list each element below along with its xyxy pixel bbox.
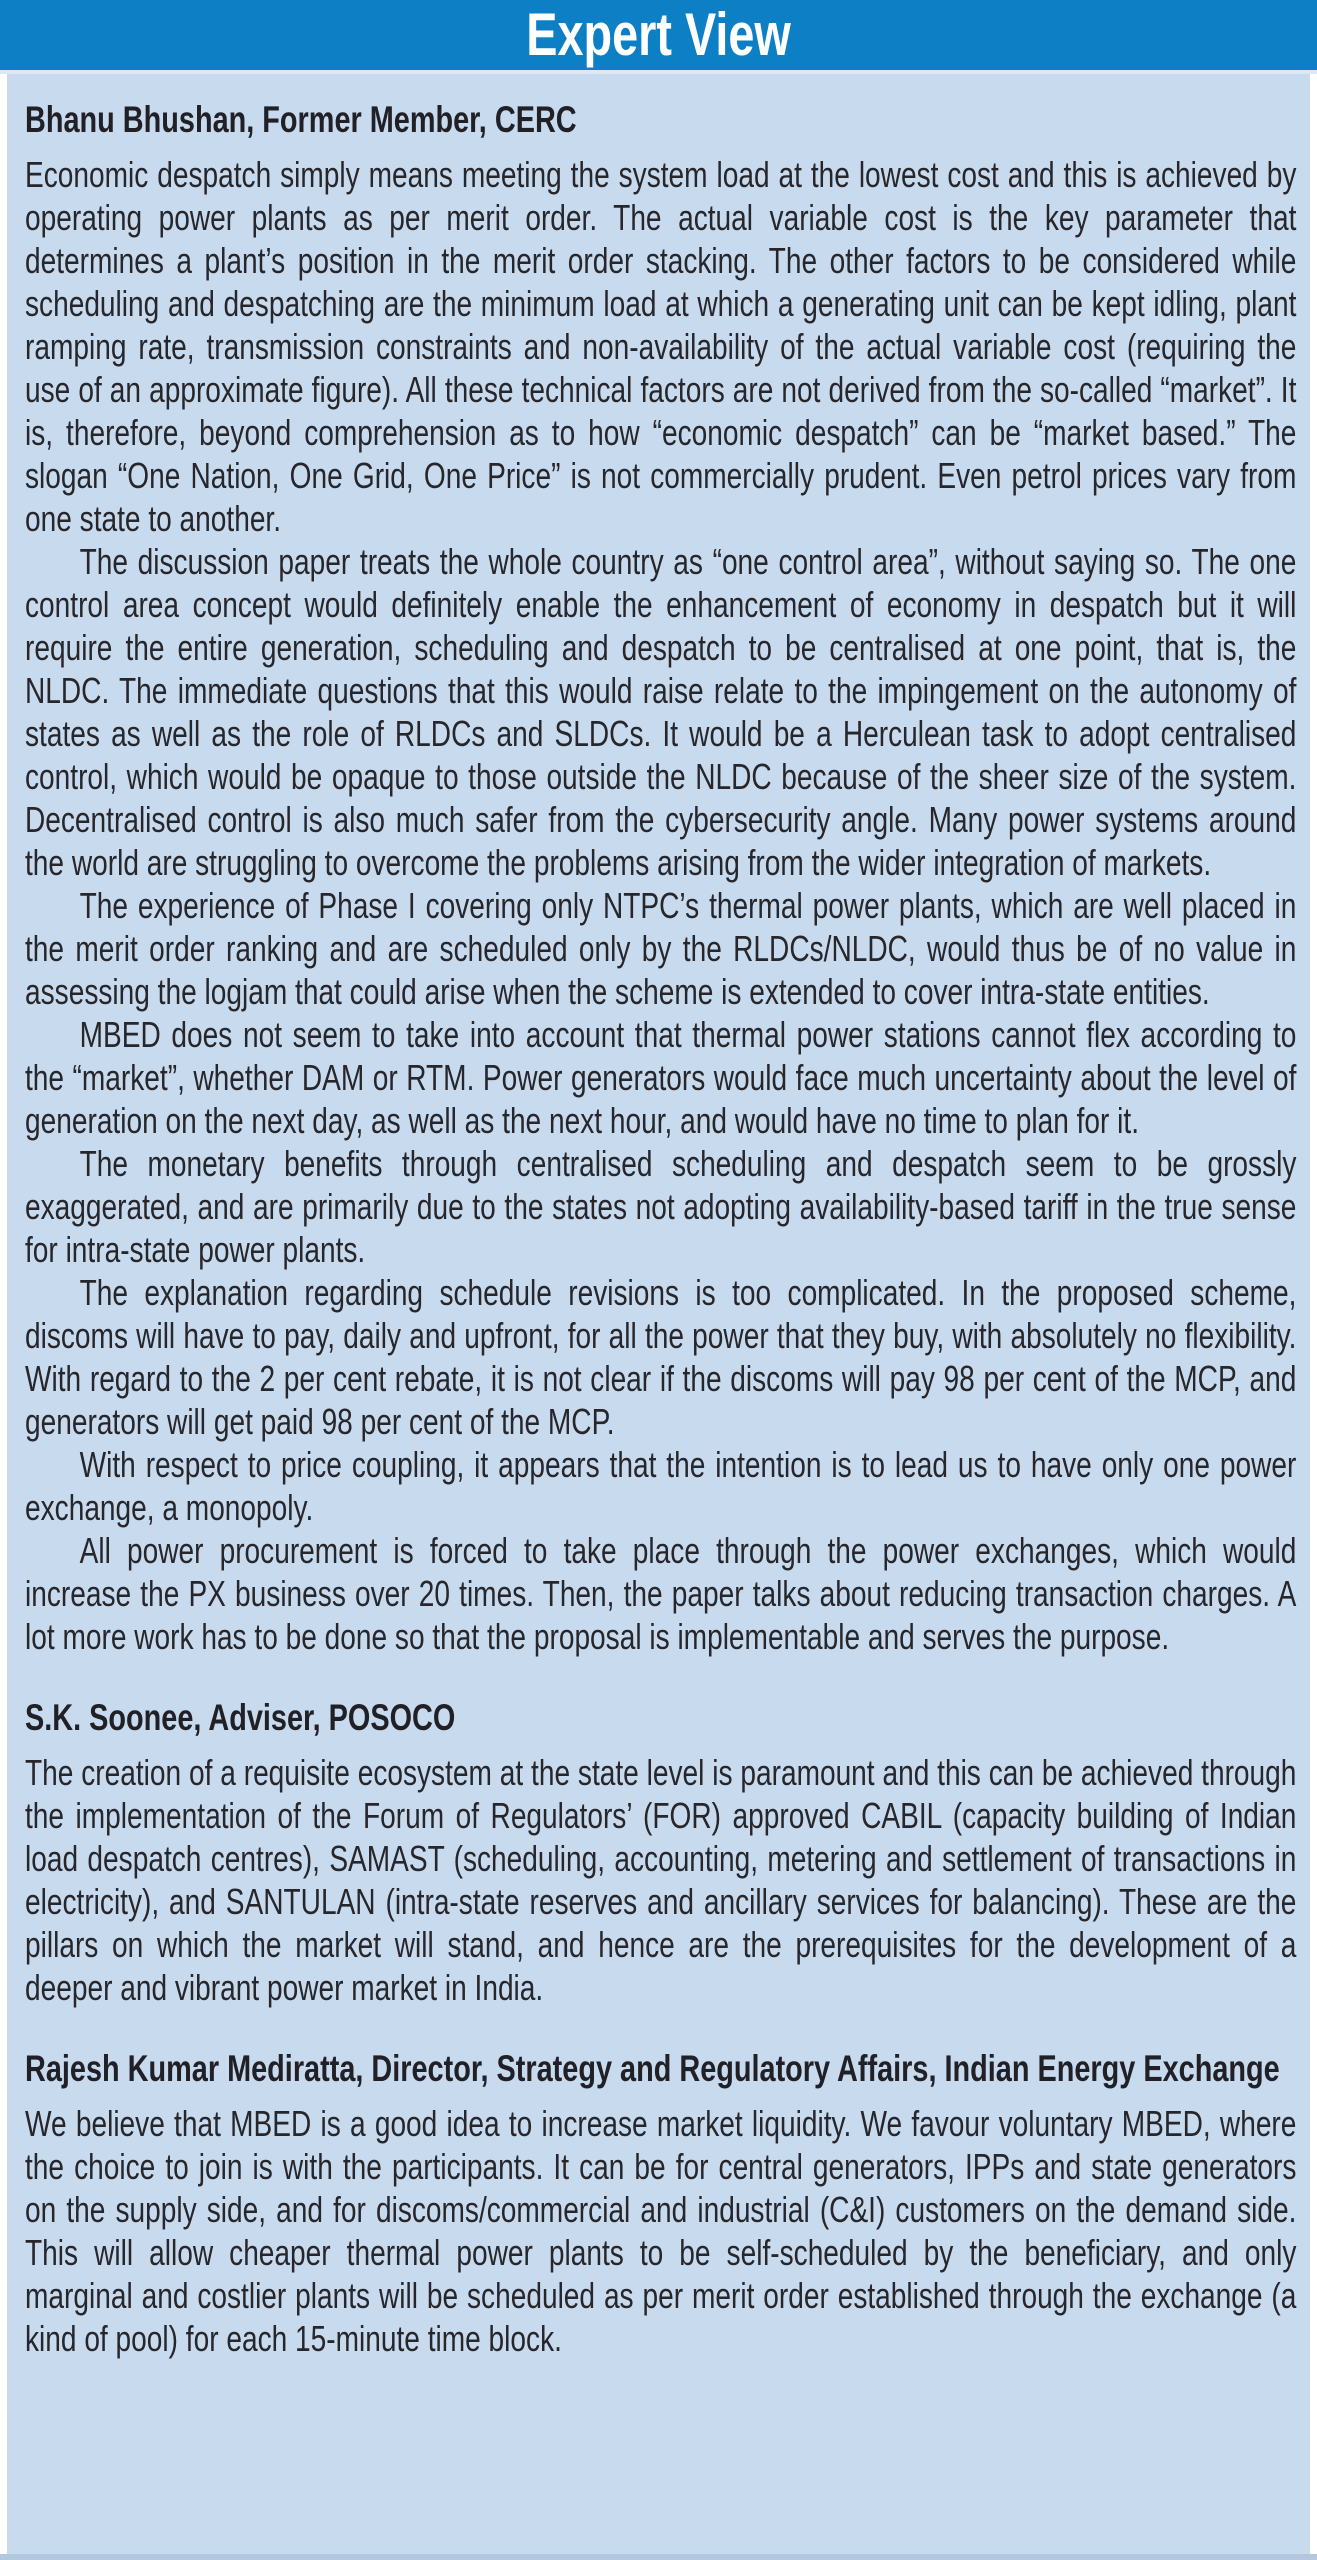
- paragraph: The explanation regarding schedule revisions is too complicated. In the proposed scheme, discoms will have to pay, daily and upfront, for all the power that they buy, with absolutely no flexibility. With regard to the 2 per cent rebate, it is not clear if the discoms will pay 98 per cent of the MCP, and generators will get paid 98 per cent of the MCP.: [25, 1272, 1297, 1442]
- paragraph: Economic despatch simply means meeting the system load at the lowest cost and this is achieved by operating power plants as per merit order. The actual variable cost is the key parameter that determines a plant’s position in the merit order stacking. The other factors to be considered while scheduling and despatching are the minimum load at which a generating unit can be kept idling, plant ramping rate, transmission constraints and non-availability of the actual variable cost (requiring the use of an approximate figure). All these technical factors are not derived from the so-called “market”. It is, therefore, beyond comprehension as to how “economic despatch” can be “market based.” The slogan “One Nation, One Grid, One Price” is not commercially prudent. Even petrol prices vary from one state to another.: [25, 154, 1297, 539]
- paragraph: The experience of Phase I covering only NTPC’s thermal power plants, which are well placed in the merit order ranking and are scheduled only by the RLDCs/NLDC, would thus be of no value in assessing the logjam that could arise when the scheme is extended to cover intra-state entities.: [25, 885, 1297, 1012]
- article-panel: [7, 74, 1310, 2554]
- header-bar: [0, 0, 1317, 70]
- section-heading-sk-soonee: S.K. Soonee, Adviser, POSOCO: [25, 1697, 456, 1738]
- section-heading-rajesh-mediratta: Rajesh Kumar Mediratta, Director, Strategy and Regulatory Affairs, Indian Energy Exchange: [25, 2048, 1280, 2089]
- paragraph: MBED does not seem to take into account that thermal power stations cannot flex according to the “market”, whether DAM or RTM. Power generators would face much uncertainty about the level of generation on the next day, as well as the next hour, and would have no time to plan for it.: [25, 1014, 1297, 1141]
- paragraph: The discussion paper treats the whole country as “one control area”, without saying so. The one control area concept would definitely enable the enhancement of economy in despatch but it will require the entire generation, scheduling and despatch to be centralised at one point, that is, the NLDC. The immediate questions that this would raise relate to the impingement on the autonomy of states as well as the role of RLDCs and SLDCs. It would be a Herculean task to adopt centralised control, which would be opaque to those outside the NLDC because of the sheer size of the system. Decentralised control is also much safer from the cybersecurity angle. Many power systems around the world are struggling to overcome the problems arising from the wider integration of markets.: [25, 541, 1297, 883]
- paragraph: The monetary benefits through centralised scheduling and despatch seem to be grossly exaggerated, and are primarily due to the states not adopting availability-based tariff in the true sense for intra-state power plants.: [25, 1143, 1297, 1270]
- article-text-column: [25, 98, 1296, 2360]
- paragraph: The creation of a requisite ecosystem at the state level is paramount and this can be achieved through the implementation of the Forum of Regulators’ (FOR) approved CABIL (capacity building of Indian load despatch centres), SAMAST (scheduling, accounting, metering and settlement of transactions in electricity), and SANTULAN (intra-state reserves and ancillary services for balancing). These are the pillars on which the market will stand, and hence are the prerequisites for the development of a deeper and vibrant power market in India.: [25, 1752, 1297, 2008]
- paragraph: We believe that MBED is a good idea to increase market liquidity. We favour voluntary MBED, where the choice to join is with the participants. It can be for central generators, IPPs and state generators on the supply side, and for discoms/commercial and industrial (C&I) customers on the demand side. This will allow cheaper thermal power plants to be self-scheduled by the beneficiary, and only marginal and costlier plants will be scheduled as per merit order established through the exchange (a kind of pool) for each 15-minute time block.: [25, 2103, 1297, 2359]
- page-title: Expert View: [526, 1, 791, 68]
- bottom-border: [0, 2554, 1317, 2560]
- section-heading-bhanu-bhushan: Bhanu Bhushan, Former Member, CERC: [25, 99, 577, 140]
- paragraph: With respect to price coupling, it appears that the intention is to lead us to have only one power exchange, a monopoly.: [25, 1444, 1297, 1528]
- paragraph: All power procurement is forced to take place through the power exchanges, which would increase the PX business over 20 times. Then, the paper talks about reducing transaction charges. A lot more work has to be done so that the proposal is implementable and serves the purpose.: [25, 1530, 1297, 1657]
